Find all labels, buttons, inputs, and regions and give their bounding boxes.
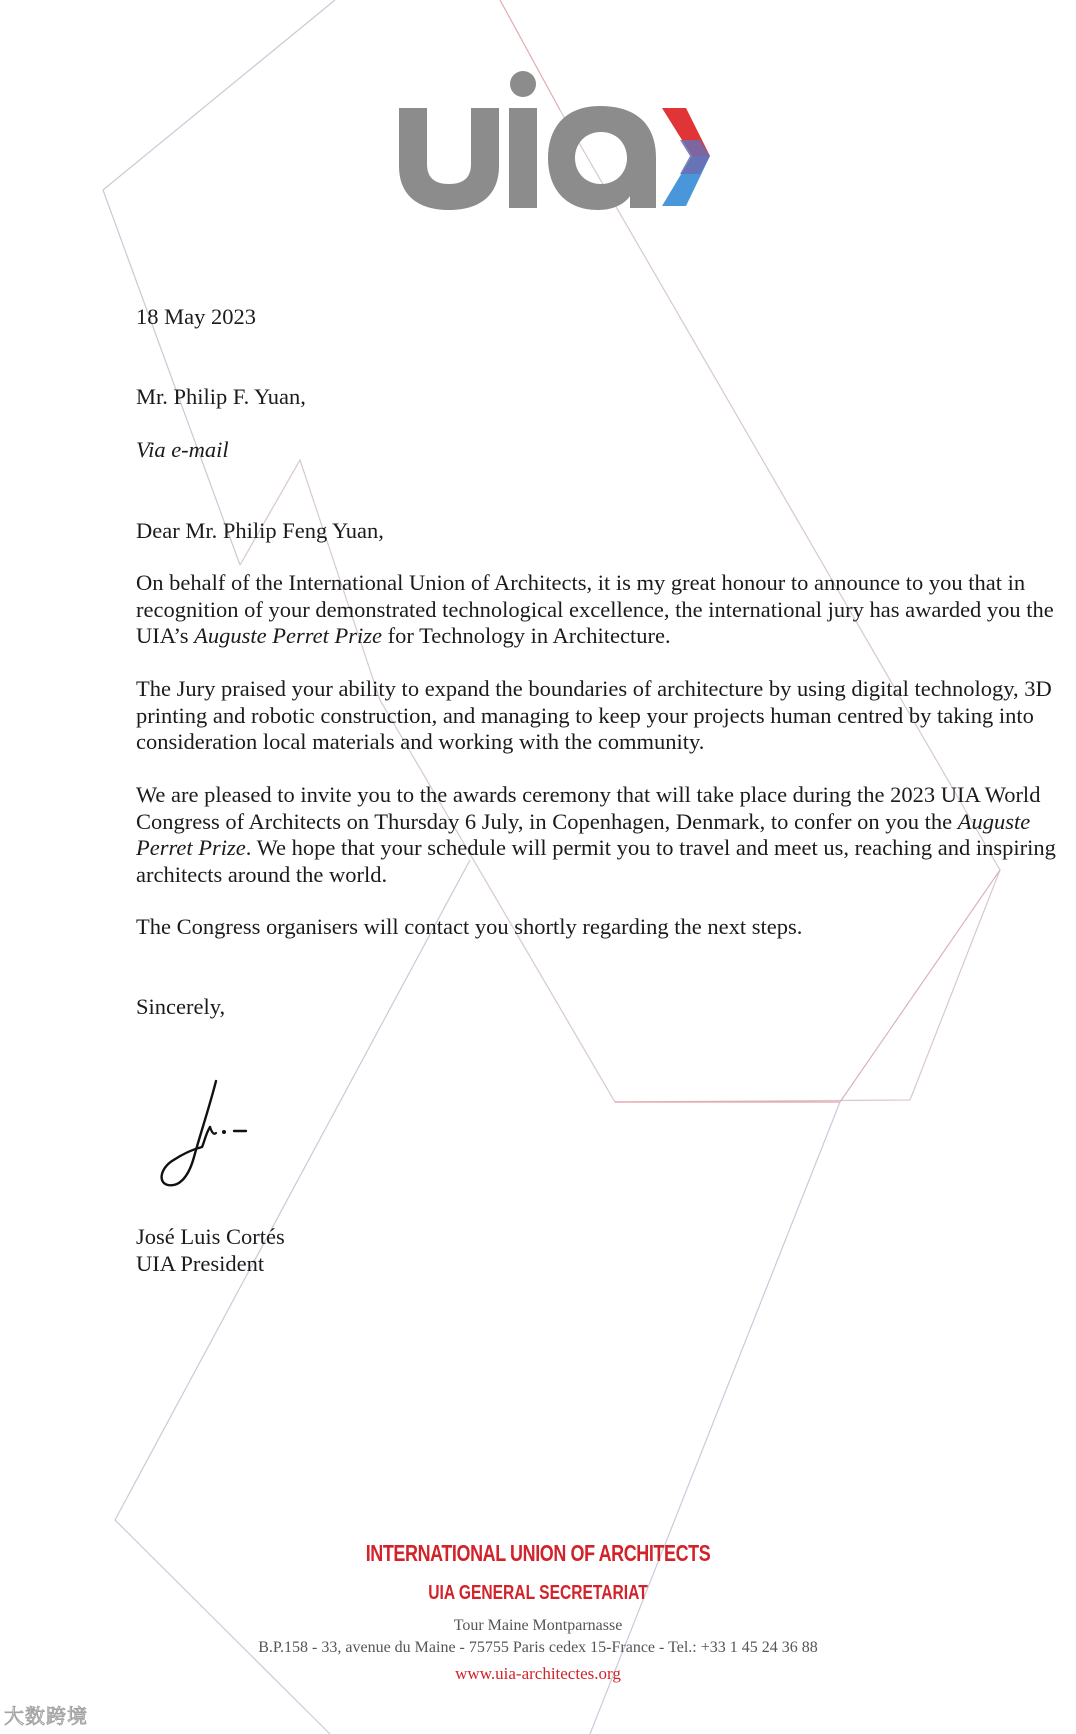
salutation: Dear Mr. Philip Feng Yuan, <box>136 518 384 543</box>
handwritten-signature <box>150 1075 260 1200</box>
paragraph-invitation <box>136 782 1056 888</box>
footer-organization: INTERNATIONAL UNION OF ARCHITECTS <box>365 1540 711 1566</box>
recipient-name: Mr. Philip F. Yuan, <box>136 384 306 409</box>
footer-address-line2: B.P.158 - 33, avenue du Maine - 75755 Paris cedex 15-France - Tel.: +33 1 45 24 36 88 <box>258 1639 818 1656</box>
footer-website-link[interactable]: www.uia-architectes.org <box>455 1664 621 1683</box>
delivery-method: Via e-mail <box>136 437 229 462</box>
signer-name: José Luis Cortés <box>136 1224 285 1249</box>
footer-secretariat: UIA GENERAL SECRETARIAT <box>428 1582 648 1604</box>
paragraph-award-text: On behalf of the International Union of Architects, it is my great honour to announce to you that in recognition of your demonstrated technological excellence, the international jury has awarded you the UIA’s <box>136 570 1054 648</box>
paragraph-award <box>136 570 1056 650</box>
paragraph-jury: The Jury praised your ability to expand the boundaries of architecture by using digital technology, 3D printing and robotic construction, and managing to keep your projects human centred by taking into consideration local materials and working with the community. <box>136 676 1052 754</box>
uia-logo <box>396 70 716 220</box>
prize-name: Auguste Perret Prize <box>136 808 1031 860</box>
paragraph-next-steps: The Congress organisers will contact you shortly regarding the next steps. <box>136 914 803 939</box>
logo-letter-a <box>548 106 656 210</box>
signer-title: UIA President <box>136 1251 265 1276</box>
logo-letter-i-dot <box>510 71 536 97</box>
paragraph-invitation-end: . We hope that your schedule will permit you to travel and meet us, reaching and inspiring architects around the world. <box>136 835 1056 887</box>
paragraph-invitation-text: We are pleased to invite you to the awards ceremony that will take place during the 2023 UIA World Congress of Architects on Thursday 6 July, in Copenhagen, Denmark, to confer on you the <box>136 782 1041 834</box>
prize-name: Auguste Perret Prize <box>194 623 383 648</box>
watermark-text: 大数跨境 <box>4 1704 88 1728</box>
logo-letter-u <box>399 108 499 210</box>
closing: Sincerely, <box>136 994 226 1019</box>
letter-date: 18 May 2023 <box>136 304 256 329</box>
logo-letter-i <box>509 108 537 208</box>
paragraph-award-end: for Technology in Architecture. <box>382 623 671 648</box>
logo-chevron-overlap <box>680 140 710 174</box>
footer-address-line1: Tour Maine Montparnasse <box>453 1617 623 1634</box>
